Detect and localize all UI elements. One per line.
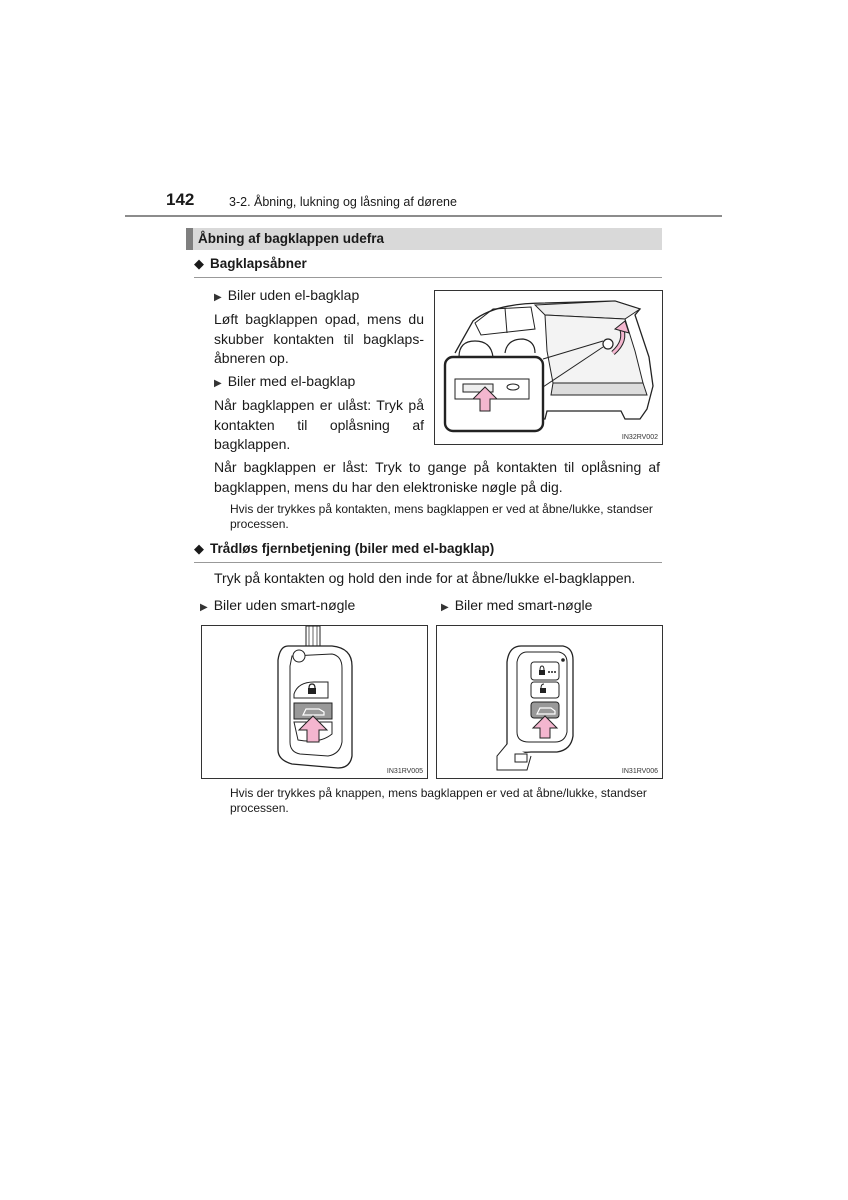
figure-car-rear	[434, 290, 663, 445]
header-divider	[125, 215, 722, 217]
paragraph-without-power: Løft bagklappen opad, mens du skubber kontakten til bagklaps-åbneren op.	[214, 311, 424, 366]
diamond-icon: ◆	[194, 541, 204, 556]
smart-key-illustration	[437, 626, 662, 778]
figure-id: IN31RV006	[621, 768, 658, 775]
car-rear-illustration	[435, 291, 662, 444]
bullet-with-power	[214, 372, 355, 394]
bullet-without-power	[214, 286, 359, 308]
subsection-title: Bagklapsåbner	[210, 256, 307, 271]
section-title: Åbning af bagklappen udefra	[198, 231, 385, 246]
paragraph-locked: Når bagklappen er låst: Tryk to gange på kontakten til oplåsning af bagklappen, mens du har den elektroniske nøgle på dig.	[214, 459, 660, 495]
bullet-label: Biler med el-bagklap	[227, 373, 356, 389]
figure-flip-key	[201, 625, 428, 779]
section-header	[186, 228, 662, 250]
bullet-without-smart	[200, 596, 355, 618]
subsection-divider	[194, 277, 662, 278]
figure-id: IN31RV005	[386, 768, 423, 775]
subsection-heading-remote	[194, 541, 494, 561]
flip-key-illustration	[202, 626, 427, 778]
chapter-title: 3-2. Åbning, lukning og låsning af dørene	[229, 195, 457, 209]
subsection-title: Trådløs fjernbetjening (biler med el-bagklap)	[210, 541, 495, 556]
triangle-bullet-icon: ▶	[200, 602, 208, 613]
subsection-divider	[194, 562, 662, 563]
triangle-bullet-icon: ▶	[441, 602, 449, 613]
remote-instruction: Tryk på kontakten og hold den inde for at åbne/lukke el-bagklappen.	[214, 570, 636, 586]
subsection-heading-opener	[194, 256, 307, 276]
paragraph-unlocked: Når bagklappen er ulåst: Tryk på kontakten til oplåsning af bagklappen.	[214, 397, 424, 452]
bullet-with-smart	[441, 596, 592, 618]
note-opener: Hvis der trykkes på kontakten, mens bagklappen er ved at åbne/lukke, standser processen.	[230, 502, 653, 531]
page-number: 142	[166, 190, 195, 209]
note-remote: Hvis der trykkes på knappen, mens bagklappen er ved at åbne/lukke, standser processen.	[230, 786, 647, 815]
figure-id: IN32RV002	[621, 434, 658, 441]
bullet-label: Biler uden el-bagklap	[227, 287, 360, 303]
bullet-label: Biler med smart-nøgle	[454, 597, 593, 613]
figure-smart-key	[436, 625, 663, 779]
triangle-bullet-icon: ▶	[214, 292, 222, 303]
triangle-bullet-icon: ▶	[214, 378, 222, 389]
bullet-label: Biler uden smart-nøgle	[213, 597, 356, 613]
diamond-icon: ◆	[194, 256, 204, 271]
